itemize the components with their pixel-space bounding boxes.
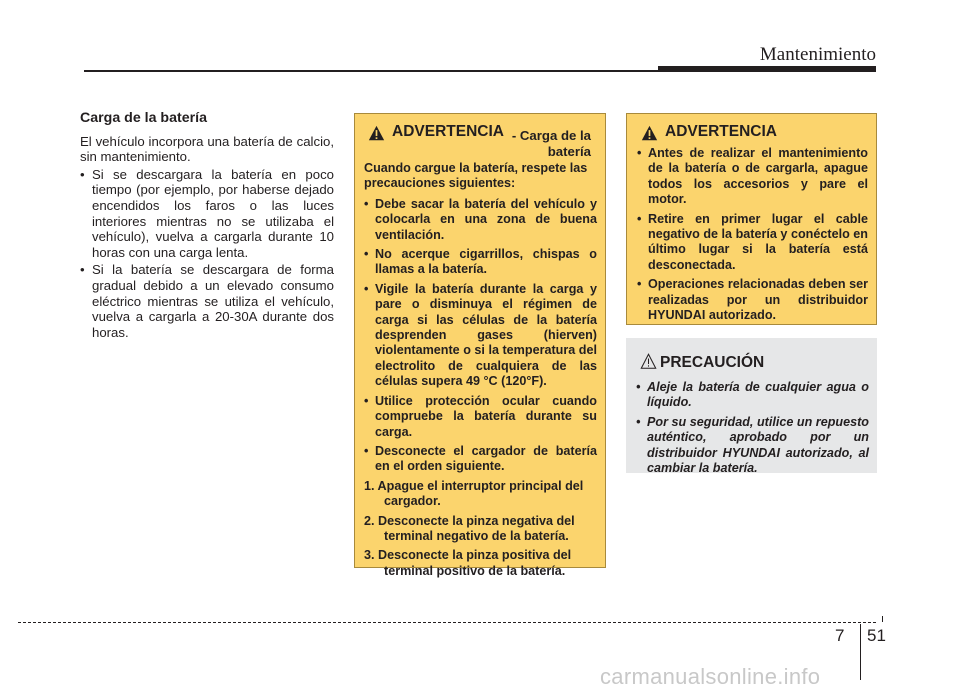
warning-bullets: [637, 146, 868, 323]
warning-triangle-icon: [368, 125, 385, 142]
warning-bullet: • Operaciones relacionadas deben ser realizadas por un distribuidor HYUNDAI autorizado.: [637, 277, 868, 323]
page-header-title: Mantenimiento: [759, 44, 876, 65]
header-rule-thick: [658, 66, 876, 72]
caution-bullet: • Por su seguridad, utilice un repuesto auténtico, aprobado por un distribuidor HYUNDAI autorizado, al cambiar la batería.: [636, 415, 869, 477]
footer-rule: [18, 622, 876, 623]
caution-title: PRECAUCIÓN: [660, 354, 765, 371]
warning-step: 1. Apague el interruptor principal del cargador.: [364, 478, 584, 509]
warning-box-header: [637, 124, 868, 146]
warning-box-general: [626, 113, 877, 325]
page-number: 51: [867, 626, 886, 645]
warning-step: 2. Desconecte la pinza negativa del terminal negativo de la batería.: [364, 513, 575, 543]
warning-box-battery-charge: [354, 113, 606, 578]
warning-bullet: • Utilice protección ocular cuando compruebe la batería durante su carga.: [364, 394, 597, 440]
section-heading: Carga de la batería: [80, 110, 207, 126]
warning-steps: [364, 479, 597, 579]
warning-box-header: [364, 124, 597, 161]
section-bullet: • Si se descargara la batería en poco tiempo (por ejemplo, por haberse dejado encendidos los faros o las luces interiores mientras no se utilizaba el vehículo), vuelva a cargarla durante 10 horas con una carga lenta.: [80, 167, 334, 261]
warning-subtitle: - Carga de la batería: [511, 128, 591, 159]
warning-bullets: [364, 197, 597, 475]
warning-bullet: • No acerque cigarrillos, chispas o llamas a la batería.: [364, 247, 597, 278]
page-number-separator: [860, 624, 861, 680]
warning-title: ADVERTENCIA: [665, 123, 777, 140]
caution-bullet: • Aleje la batería de cualquier agua o líquido.: [636, 380, 869, 411]
header-rule-thin: [84, 70, 660, 72]
caution-box-header: [636, 347, 869, 380]
caution-bullets: [636, 380, 869, 476]
warning-bullet: • Debe sacar la batería del vehículo y colocarla en una zona de buena ventilación.: [364, 197, 597, 243]
warning-title: ADVERTENCIA: [392, 123, 504, 140]
warning-step: 3. Desconecte la pinza positiva del terminal positivo de la batería.: [364, 548, 572, 578]
chapter-number: 7: [835, 626, 845, 645]
warning-bullet: • Retire en primer lugar el cable negativo de la batería y conéctelo en último lugar si la batería está desconectada.: [637, 212, 868, 274]
warning-bullet: • Antes de realizar el mantenimiento de la batería o de cargarla, apague todos los accesorios y pare el motor.: [637, 146, 868, 208]
section-bullet: • Si la batería se descargara de forma gradual debido a un elevado consumo eléctrico mientras se utiliza el vehículo, vuelva a cargarla a 20-30A durante dos horas.: [80, 262, 334, 340]
section-battery-charge: [80, 111, 334, 342]
footer-tick: [876, 616, 883, 622]
warning-bullet: • Vigile la batería durante la carga y pare o disminuya el régimen de carga si las células de la batería desprenden gases (hierven) violentamente o si la temperatura del electrolito de cualquiera de las células supera 49 °C (120°F).: [364, 282, 597, 390]
caution-box: [626, 338, 877, 476]
section-intro: El vehículo incorpora una batería de calcio, sin mantenimiento.: [80, 133, 334, 165]
warning-intro: Cuando cargue la batería, respete las precauciones siguientes:: [364, 161, 588, 191]
caution-triangle-icon: [640, 353, 657, 370]
watermark: carmanualsonline.info: [600, 664, 821, 689]
section-bullets: [80, 167, 334, 341]
warning-bullet: • Desconecte el cargador de batería en el orden siguiente.: [364, 444, 597, 475]
warning-triangle-icon: [641, 125, 658, 142]
